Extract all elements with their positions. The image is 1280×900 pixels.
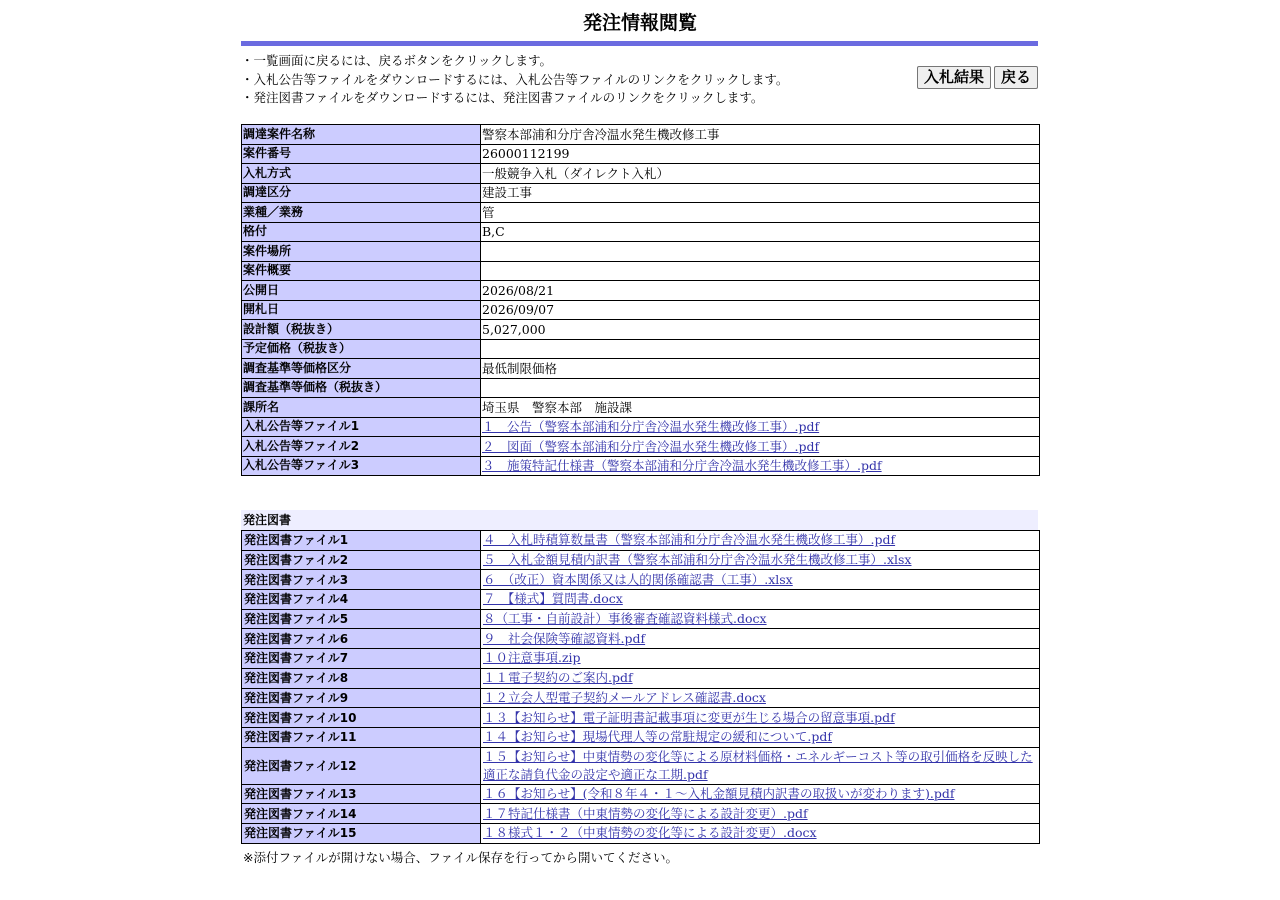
file-row (242, 531, 1040, 551)
order-document-link[interactable]: １５【お知らせ】中東情勢の変化等による原材料価格・エネルギーコスト等の取引価格を反映した適正な請負代金の設定や適正な工期.pdf (483, 748, 1033, 782)
file-value (481, 550, 1040, 570)
detail-value (481, 378, 1040, 398)
detail-row (242, 183, 1040, 203)
detail-row (242, 242, 1040, 262)
detail-value (481, 339, 1040, 359)
detail-value (481, 242, 1040, 262)
order-document-link[interactable]: ５ 入札金額見積内訳書（警察本部浦和分庁舎冷温水発生機改修工事）.xlsx (483, 552, 912, 568)
order-document-link[interactable]: １２立会人型電子契約メールアドレス確認書.docx (483, 689, 766, 705)
detail-label: 案件番号 (242, 144, 481, 164)
detail-value (481, 437, 1040, 457)
detail-value: 埼玉県 警察本部 施設課 (481, 398, 1040, 418)
file-row (242, 570, 1040, 590)
file-row (242, 649, 1040, 669)
detail-row (242, 261, 1040, 281)
attachment-note: ※添付ファイルが開けない場合、ファイル保存を行ってから開いてください。 (243, 849, 678, 865)
detail-row (242, 203, 1040, 223)
file-row (242, 688, 1040, 708)
detail-value: 警察本部浦和分庁舎冷温水発生機改修工事 (481, 125, 1040, 145)
detail-row (242, 300, 1040, 320)
file-label: 発注図書ファイル9 (242, 688, 481, 708)
file-label: 発注図書ファイル5 (242, 609, 481, 629)
back-button[interactable]: 戻る (994, 66, 1038, 89)
files-table (241, 530, 1040, 844)
detail-row (242, 281, 1040, 301)
detail-label: 格付 (242, 222, 481, 242)
file-value (481, 629, 1040, 649)
file-label: 発注図書ファイル1 (242, 531, 481, 551)
file-label: 発注図書ファイル15 (242, 823, 481, 843)
detail-label: 公開日 (242, 281, 481, 301)
file-label: 発注図書ファイル2 (242, 550, 481, 570)
detail-label: 案件概要 (242, 261, 481, 281)
file-value (481, 570, 1040, 590)
file-row (242, 784, 1040, 804)
detail-value: 2026/09/07 (481, 300, 1040, 320)
file-row (242, 708, 1040, 728)
detail-label: 調達案件名称 (242, 125, 481, 145)
detail-row (242, 125, 1040, 145)
notice-file-link[interactable]: ３ 施策特記仕様書（警察本部浦和分庁舎冷温水発生機改修工事）.pdf (482, 458, 882, 474)
detail-value: 建設工事 (481, 183, 1040, 203)
order-document-link[interactable]: １４【お知らせ】現場代理人等の常駐規定の緩和について.pdf (483, 729, 832, 745)
page-container (241, 0, 1039, 866)
detail-row (242, 437, 1040, 457)
detail-label: 入札公告等ファイル3 (242, 456, 481, 476)
detail-value: 26000112199 (481, 144, 1040, 164)
file-row (242, 823, 1040, 843)
detail-label: 入札方式 (242, 164, 481, 184)
details-table (241, 124, 1040, 476)
file-label: 発注図書ファイル10 (242, 708, 481, 728)
detail-value: 5,027,000 (481, 320, 1040, 340)
detail-value (481, 261, 1040, 281)
detail-row (242, 144, 1040, 164)
file-label: 発注図書ファイル7 (242, 649, 481, 669)
file-value (481, 823, 1040, 843)
file-value (481, 784, 1040, 804)
file-label: 発注図書ファイル14 (242, 804, 481, 824)
files-section-heading: 発注図書 (241, 510, 1038, 530)
detail-value (481, 456, 1040, 476)
file-row (242, 609, 1040, 629)
detail-row (242, 378, 1040, 398)
detail-row (242, 359, 1040, 379)
file-row (242, 550, 1040, 570)
detail-label: 入札公告等ファイル2 (242, 437, 481, 457)
file-value (481, 531, 1040, 551)
file-row (242, 804, 1040, 824)
bid-results-button[interactable]: 入札結果 (917, 66, 991, 89)
detail-value: 最低制限価格 (481, 359, 1040, 379)
file-value (481, 747, 1040, 784)
detail-value: 一般競争入札（ダイレクト入札） (481, 164, 1040, 184)
info-area (241, 46, 1039, 124)
detail-row (242, 339, 1040, 359)
file-value (481, 708, 1040, 728)
instruction-line: ・発注図書ファイルをダウンロードするには、発注図書ファイルのリンクをクリックします。 (241, 90, 764, 105)
order-document-link[interactable]: １０注意事項.zip (483, 650, 581, 666)
order-document-link[interactable]: ９ 社会保険等確認資料.pdf (483, 630, 646, 646)
file-value (481, 804, 1040, 824)
detail-row (242, 164, 1040, 184)
detail-row (242, 417, 1040, 437)
file-row (242, 629, 1040, 649)
file-row (242, 668, 1040, 688)
instruction-line: ・一覧画面に戻るには、戻るボタンをクリックします。 (241, 53, 553, 68)
detail-value: 2026/08/21 (481, 281, 1040, 301)
file-label: 発注図書ファイル3 (242, 570, 481, 590)
detail-label: 課所名 (242, 398, 481, 418)
instructions (241, 52, 788, 108)
file-value (481, 609, 1040, 629)
file-label: 発注図書ファイル4 (242, 590, 481, 610)
order-document-link[interactable]: １６【お知らせ】(令和８年４・１～入札金額見積内訳書の取扱いが変わります).pdf (483, 785, 955, 801)
detail-label: 設計額（税抜き） (242, 320, 481, 340)
file-label: 発注図書ファイル6 (242, 629, 481, 649)
order-document-link[interactable]: １１電子契約のご案内.pdf (483, 670, 633, 686)
order-document-link[interactable]: １７特記仕様書（中東情勢の変化等による設計変更）.pdf (483, 805, 808, 821)
page-title: 発注情報閲覧 (582, 12, 697, 34)
file-value (481, 688, 1040, 708)
detail-label: 調達区分 (242, 183, 481, 203)
file-row (242, 727, 1040, 747)
detail-row (242, 398, 1040, 418)
detail-label: 開札日 (242, 300, 481, 320)
order-document-link[interactable]: ６ （改正）資本関係又は人的関係確認書（工事）.xlsx (483, 571, 793, 587)
notice-file-link[interactable]: １ 公告（警察本部浦和分庁舎冷温水発生機改修工事）.pdf (482, 419, 820, 435)
file-value (481, 590, 1040, 610)
detail-row (242, 320, 1040, 340)
detail-label: 調査基準等価格区分 (242, 359, 481, 379)
file-label: 発注図書ファイル11 (242, 727, 481, 747)
detail-value (481, 417, 1040, 437)
detail-value: 管 (481, 203, 1040, 223)
file-label: 発注図書ファイル8 (242, 668, 481, 688)
order-document-link[interactable]: ４ 入札時積算数量書（警察本部浦和分庁舎冷温水発生機改修工事）.pdf (483, 532, 896, 548)
notice-file-link[interactable]: ２ 図面（警察本部浦和分庁舎冷温水発生機改修工事）.pdf (482, 438, 820, 454)
detail-label: 入札公告等ファイル1 (242, 417, 481, 437)
order-document-link[interactable]: １８様式１・２（中東情勢の変化等による設計変更）.docx (483, 825, 817, 841)
detail-row (242, 222, 1040, 242)
order-document-link[interactable]: ８（工事・自前設計）事後審査確認資料様式.docx (483, 611, 767, 627)
file-label: 発注図書ファイル13 (242, 784, 481, 804)
detail-row (242, 456, 1040, 476)
file-row (242, 590, 1040, 610)
detail-value: B,C (481, 222, 1040, 242)
detail-label: 予定価格（税抜き） (242, 339, 481, 359)
order-document-link[interactable]: ７ 【様式】質問書.docx (483, 591, 623, 607)
file-value (481, 727, 1040, 747)
file-label: 発注図書ファイル12 (242, 747, 481, 784)
file-value (481, 668, 1040, 688)
order-document-link[interactable]: １３【お知らせ】電子証明書記載事項に変更が生じる場合の留意事項.pdf (483, 709, 895, 725)
instruction-line: ・入札公告等ファイルをダウンロードするには、入札公告等ファイルのリンクをクリックします。 (241, 71, 789, 87)
detail-label: 調査基準等価格（税抜き） (242, 378, 481, 398)
detail-label: 業種／業務 (242, 203, 481, 223)
detail-label: 案件場所 (242, 242, 481, 262)
button-group (917, 66, 1038, 89)
file-row (242, 747, 1040, 784)
file-value (481, 649, 1040, 669)
